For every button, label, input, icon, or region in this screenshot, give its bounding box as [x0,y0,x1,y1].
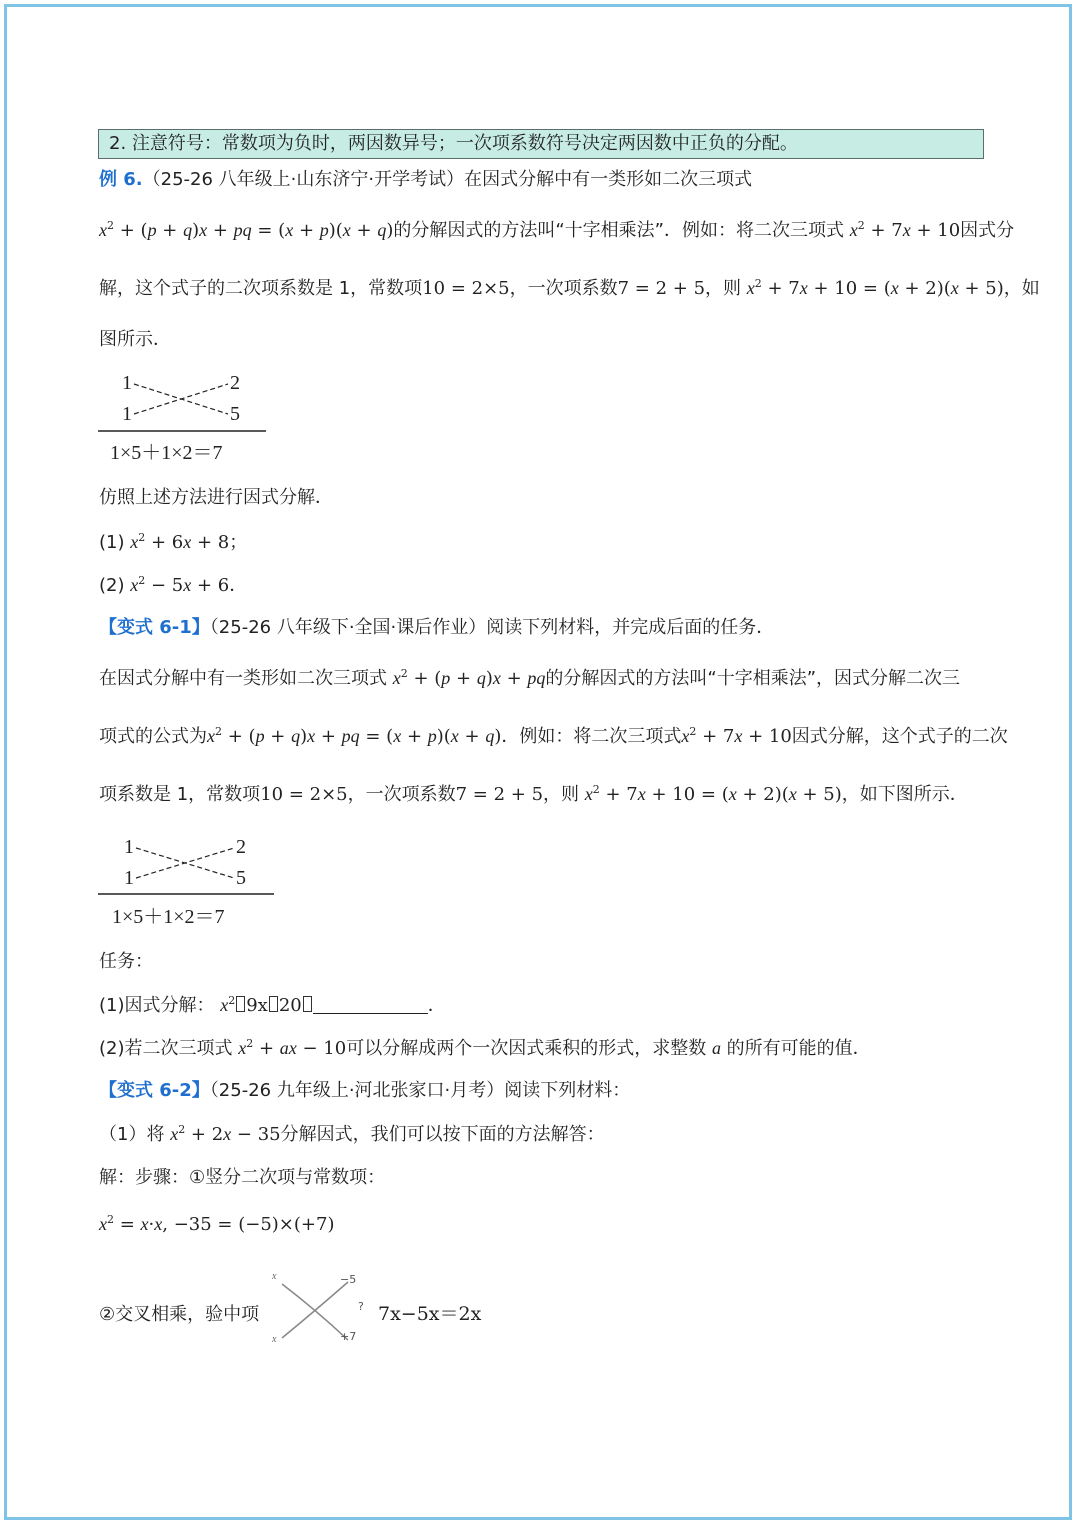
text-segment: 分解因式，我们可以按下面的方法解答： [280,1124,605,1145]
question-2 [99,573,247,598]
cross-diagram-1 [98,370,268,465]
variant62-step: 解：步骤：①竖分二次项与常数项： [99,1167,386,1188]
imitate-instruction: 仿照上述方法进行因式分解． [99,487,333,508]
formula: $x^2 + (p + q)x$ + pq = (x + p)(x + q) [207,725,502,747]
text-segment: (2)若二次三项式 [99,1038,233,1059]
example6-text: 的分解因式的方法叫“十字相乘法”．例如：将二次三项式 [393,220,845,241]
question-label: (2) [99,575,125,596]
formula: 10 = 2×5 [422,278,510,299]
cross-left-bottom: 1 [124,867,134,889]
text-segment: 可以分解成两个一次因式乘积的形式，求整数 [346,1038,707,1059]
variant61-line2 [99,724,1008,749]
formula: $x^2$ + ax − 10 [238,1037,347,1059]
text-segment: ，一次项系数 [509,278,618,299]
text-segment: ，如 [1003,278,1040,299]
text-segment: ．例如：将二次三项式 [501,726,682,747]
cross-right-top: 2 [230,372,240,394]
cross-right-bottom: 5 [230,403,240,425]
variant62-heading [99,1079,630,1103]
text-segment: ，一次项系数 [347,784,456,805]
text-segment: 的所有可能的值． [726,1038,871,1059]
text-segment: ，如下图所示． [841,784,968,805]
variant62-part1 [99,1122,605,1147]
cross-mark-tl: x [272,1271,277,1282]
text-segment: (1)因式分解： [99,995,215,1016]
variant61-label: 【变式 6-1】 [99,617,210,638]
formula-cross-method: $x^2 + (p + q)x$ + pq = (x + p)(x + q) [99,219,394,241]
example6-line2 [99,218,1014,243]
formula: $x^2$ 9x 20 [215,995,313,1016]
cross-diagram-2 [98,834,278,929]
variant61-line1 [99,666,960,691]
text-segment: 项系数是 1，常数项 [99,784,261,805]
question-label: (1) [99,532,125,553]
variant62-label: 【变式 6-2】 [99,1080,210,1101]
variant62-split [99,1212,334,1237]
text-segment: ，则 [543,784,580,805]
text-segment: 因式分解，这个式子的二次 [791,726,1008,747]
variant61-source: （25-26 八年级下·全国·课后作业）阅读下列材料，并完成后面的任务． [209,617,775,638]
text-segment: 解，这个式子的二次项系数是 1，常数项 [99,278,423,299]
answer-blank[interactable] [313,995,428,1014]
cross-mark-br: +7 [340,1330,357,1343]
cross-right-top: 2 [236,836,246,858]
cross-left-top: 1 [124,836,134,858]
tip-box: 2. 注意符号：常数项为负时，两因数异号；一次项系数符号决定两因数中正负的分配。 [98,129,984,159]
formula: $x^2 + 7x + 10$ [681,725,792,747]
text-segment: （1）将 [99,1124,165,1145]
cross-mark-bl: x [272,1334,277,1345]
variant62-source: （25-26 九年级上·河北张家口·月考）阅读下列材料： [209,1080,631,1101]
verify-formula: 7x−5x＝2x [378,1303,482,1325]
formula: $x^2 + 7x + 10 = (x + 2)(x + 5)$ [584,783,842,805]
task-heading: 任务： [99,951,153,972]
text-segment: 在因式分解中有一类形如二次三项式 [99,668,387,689]
variant61-line3 [99,782,968,807]
variant62-cross-label: ②交叉相乘，验中项 [99,1304,260,1325]
formula-example: $x^2 + 7x + 10$ [849,219,961,241]
text-segment: 的分解因式的方法叫“十字相乘法”，因式分解二次三 [545,668,961,689]
cross-left-bottom: 1 [122,403,132,425]
formula: $x^2 = x\cdot x$, −35 = (−5)×(+7) [99,1213,335,1235]
formula: $x^2 - 5x + 6$． [130,574,248,596]
example6-label: 例 6. [99,169,143,190]
text-segment: ． [427,995,446,1016]
example6-source: （25-26 八年级上·山东济宁·开学考试）在因式分解中有一类形如二次三项式 [142,169,753,190]
cross-diagram-3 [268,1270,368,1350]
formula: 10 = 2×5 [260,784,348,805]
text-segment: 项式的公式为 [99,726,207,747]
cross-result: 1×5＋1×2＝7 [110,442,223,464]
formula: $x^2 + 2x - 35$ [170,1123,281,1145]
cross-result: 1×5＋1×2＝7 [112,906,225,928]
cross-mark-tr: −5 [340,1273,357,1286]
formula: 7 = 2 + 5 [455,784,544,805]
task-1 [99,993,446,1018]
cross-mark-q: ? [358,1300,364,1313]
formula: 7 = 2 + 5 [617,278,706,299]
text-segment: ，则 [705,278,742,299]
formula: a [711,1038,721,1058]
cross-right-bottom: 5 [236,867,246,889]
example6-line4: 图所示． [99,329,171,350]
task-2 [99,1036,871,1061]
example6-line3 [99,276,1040,301]
cross-left-top: 1 [122,372,132,394]
formula: $x^2 + (p + q)x$ + pq [392,667,546,689]
formula: $x^2 + 7x + 10 = (x + 2)(x + 5)$ [746,277,1004,299]
variant61-heading [99,616,774,640]
example6-heading [99,168,752,192]
question-1 [99,530,247,555]
formula: $x^2 + 6x + 8$； [130,531,248,553]
example6-tail: 因式分 [960,220,1015,241]
